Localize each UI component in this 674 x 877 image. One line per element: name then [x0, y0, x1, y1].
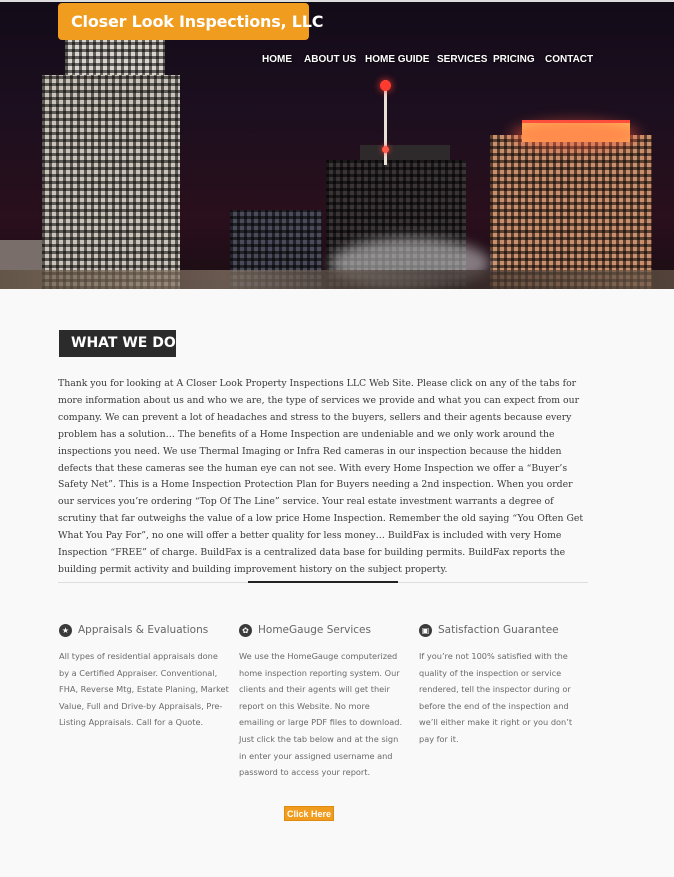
feature-body: We use the HomeGauge computerized home inspection reporting system. Our clients and their agents will get their report on this Website. No more emailing or large PDF files to download. Just click the tab below and at the sign in enter your assigned username and password to access your report. [239, 651, 403, 778]
nav-item-home[interactable]: HOME [262, 54, 292, 65]
main-nav [0, 54, 674, 68]
section-title: WHAT WE DO [59, 330, 176, 357]
star-icon: ★ [59, 624, 72, 637]
feature-header [239, 622, 403, 638]
feature-header [59, 622, 229, 638]
skyline-building [490, 135, 652, 289]
top-border [0, 0, 674, 2]
nav-item-home-guide[interactable]: HOME GUIDE [365, 54, 430, 65]
nav-item-contact[interactable]: CONTACT [545, 54, 594, 65]
feature-body: If you’re not 100% satisfied with the quality of the inspection or service rendered, tell the inspector during or before the end of the inspection and we’ll either make it right or you don’t pay for it. [419, 651, 573, 744]
intro-text: Thank you for looking at A Closer Look Property Inspections LLC Web Site. Please click on any of the tabs for more information about us and who we are, the type of services we provide and what you can expect from our company. We can prevent a lot of headaches and stress to the buyers, sellers and their agents because every problem has a solution… The benefits of a Home Inspection are undeniable and we only work around the inspections you need. We use Thermal Imaging or Infra Red cameras in our inspection because the hidden defects that these cameras see the human eye can not see. With every Home Inspection we offer a “Buyer’s Safety Net”. This is a Home Inspection Protection Plan for Buyers needing a 2nd inspection. When you order our services you’re ordering “Top Of The Line” service. Your real estate investment warrants a degree of scrutiny that far outweighs the value of a low price Home Inspection. Remember the old saying “You Often Get What You Pay For”, no one will offer a better quality for less money… BuildFax is included with very Home Inspection “FREE” of charge. BuildFax is a centralized data base for building permits. BuildFax reports the building permit activity and building improvement history on the subject property. [58, 378, 584, 575]
shield-icon: ▣ [419, 624, 432, 637]
nav-item-pricing[interactable]: PRICING [493, 54, 535, 65]
feature-guarantee [419, 622, 584, 748]
feature-appraisals [59, 622, 229, 731]
feature-title: Appraisals & Evaluations [78, 624, 209, 636]
antenna-light [382, 146, 389, 153]
antenna-light [380, 80, 391, 91]
feature-body: All types of residential appraisals done by a Certified Appraiser. Conventional, FHA, Reverse Mtg, Estate Planing, Market Value, Full and Drive-by Appraisals, Pre-Listing Appraisals. Call for a Quote. [59, 651, 229, 728]
feature-header [419, 622, 584, 638]
feature-title: HomeGauge Services [258, 624, 371, 636]
site-logo[interactable]: Closer Look Inspections, LLC [58, 3, 309, 40]
nav-item-about-us[interactable]: ABOUT US [304, 54, 357, 65]
click-here-button[interactable]: Click Here [284, 806, 334, 821]
skyline-building [42, 75, 180, 289]
street-lights [0, 270, 674, 289]
gear-icon: ✿ [239, 624, 252, 637]
divider-accent [248, 581, 398, 583]
feature-title: Satisfaction Guarantee [438, 624, 559, 636]
hero-banner [0, 0, 674, 289]
feature-homegauge [239, 622, 403, 781]
nav-item-services[interactable]: SERVICES [437, 54, 488, 65]
city-glow [510, 120, 640, 150]
